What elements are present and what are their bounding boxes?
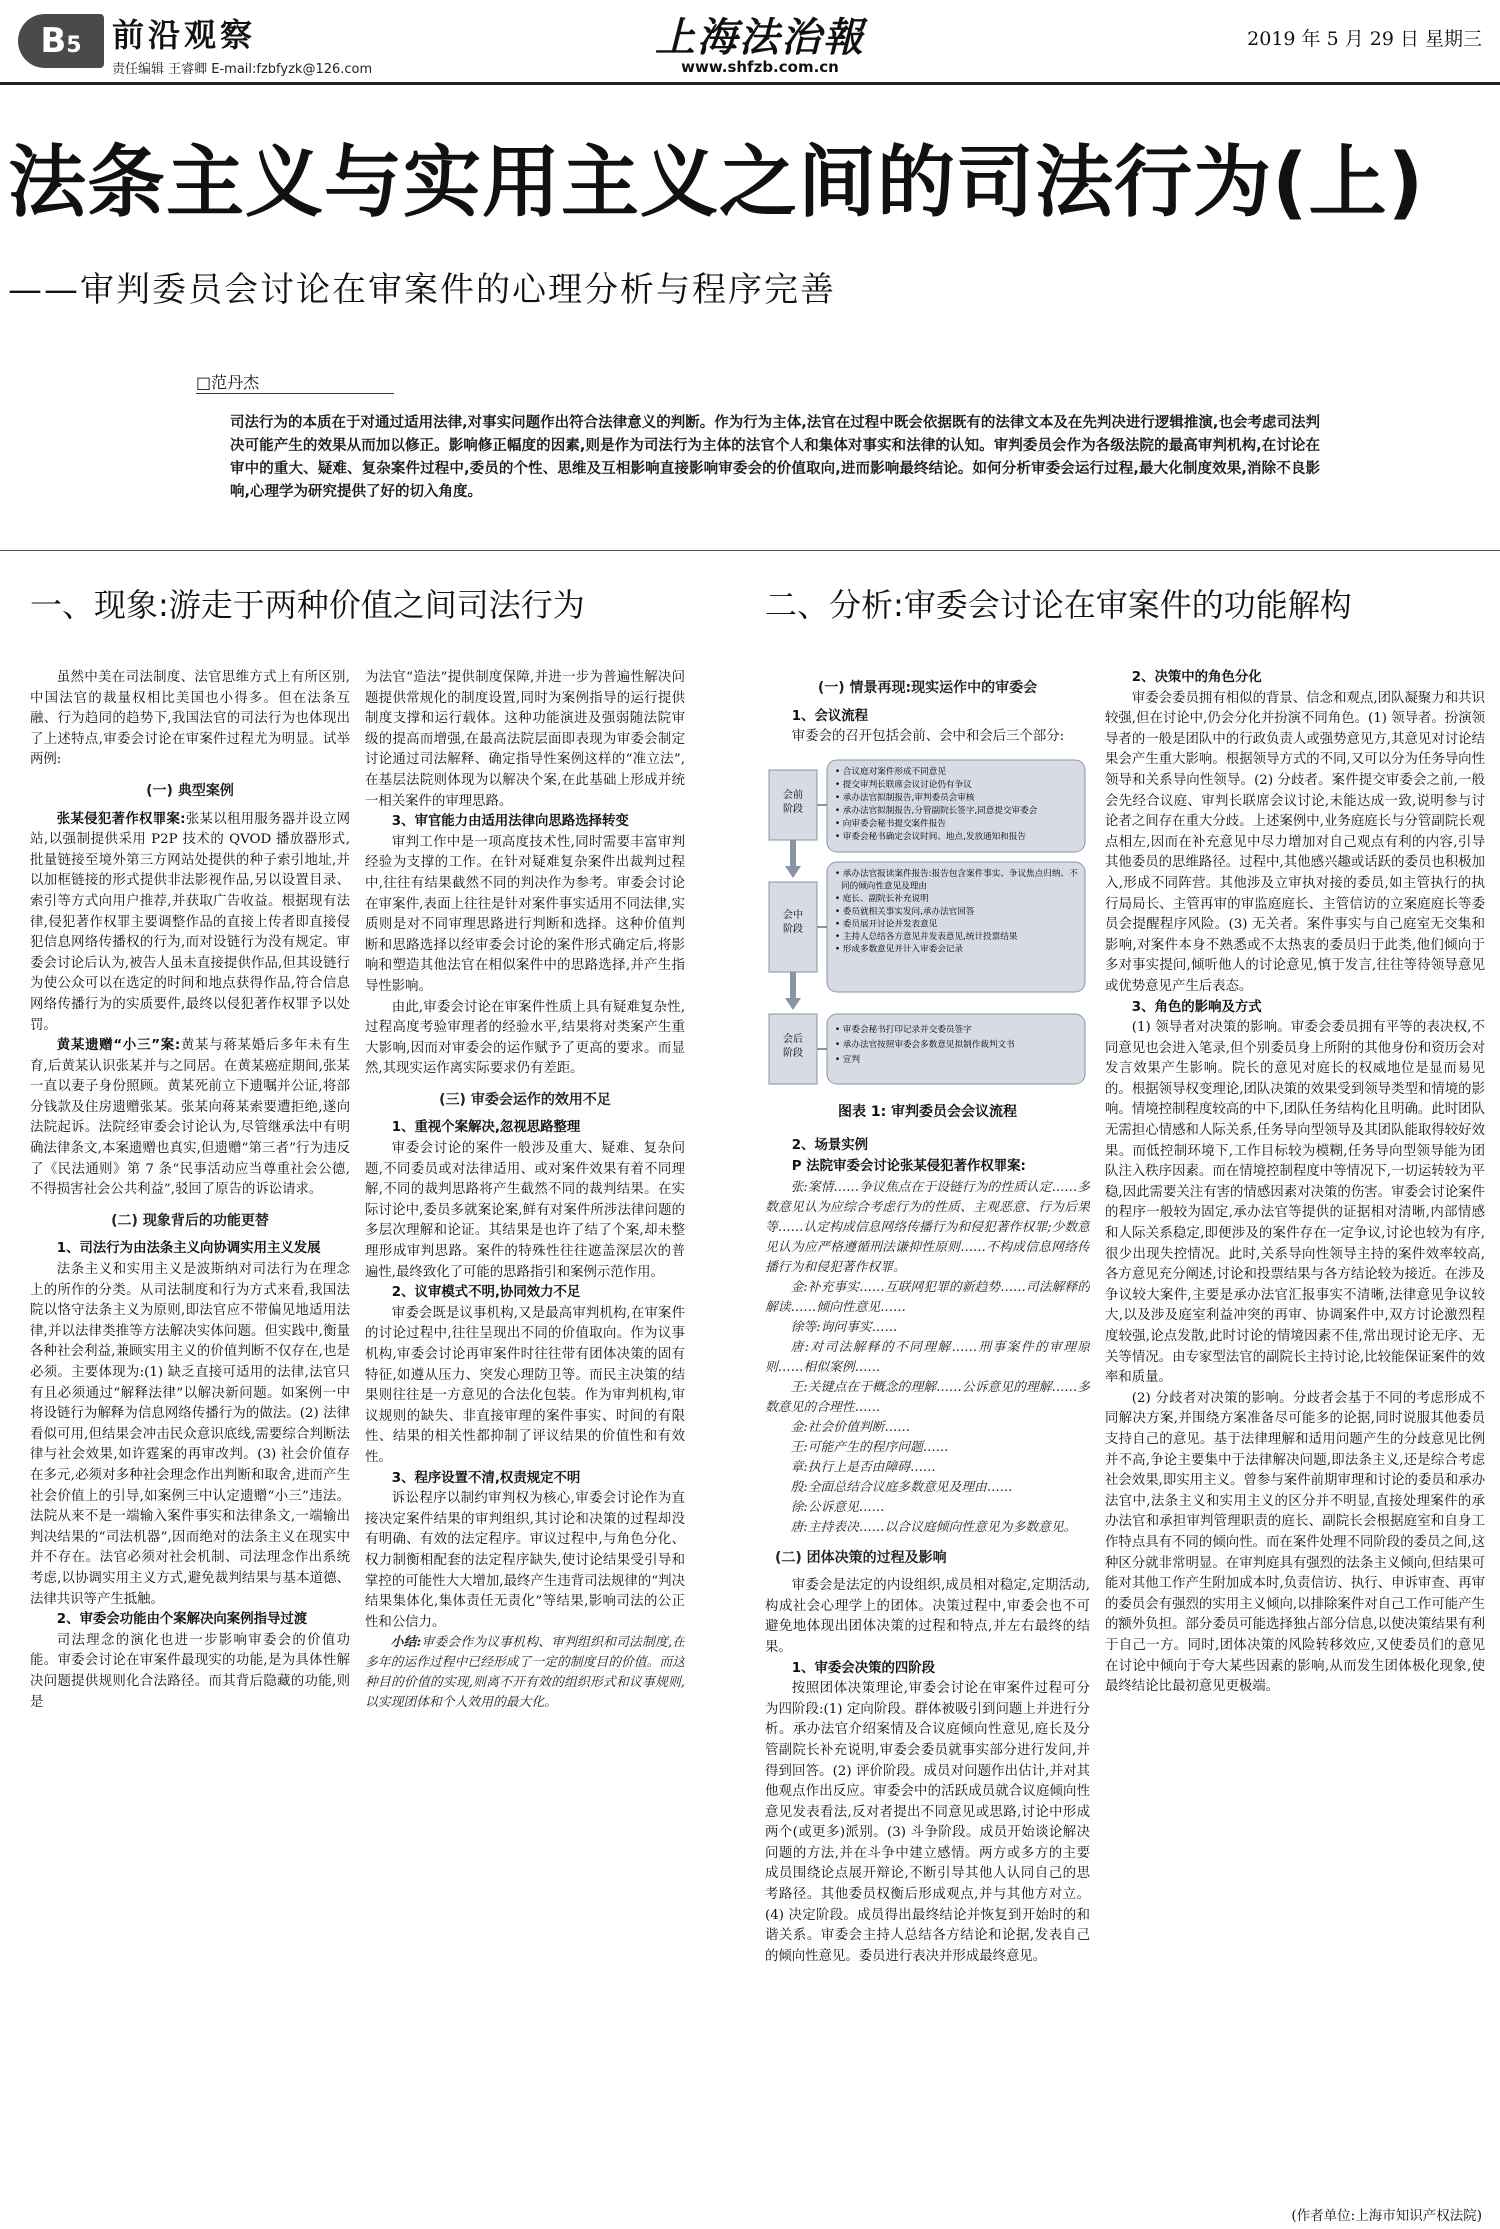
case-text: 张某以租用服务器并设立网站,以强制提供采用 P2P 技术的 QVOD 播放器形式,批量链接至境外第三方网站处提供的种子索引地址,并以加框链接的形式提供非法影视作品,另以设置目录、索引等方式向用户推荐,并获取广告收益。根据现有法律,侵犯著作权罪主要调整作品的直接上传者即直接侵犯信息网络传播权的行为,而对设链行为没有规定。审委会讨论后认为,被告人虽未直接提供作品,但其设链行为使公众可以在选定的时间和地点获得作品,符合信息网络传播行为的实质要件,最终以侵犯著作权罪予以处罚。 bbox=[30, 811, 350, 1033]
case-title: P 法院审委会讨论张某侵犯著作权罪案: bbox=[791, 1158, 1026, 1174]
page-number: 5 bbox=[66, 33, 82, 58]
summary-text: 审委会作为议事机构、审判组织和司法制度,在多年的运作过程中已经形成了一定的制度目的价值。而这种目的价值的实现,则离不开有效的组织形式和议事规则,以实现团体和个人效用的最大化。 bbox=[365, 1635, 685, 1711]
paragraph: (1) 领导者对决策的影响。审委会委员拥有平等的表决权,不同意见也会进入笔录,但个别委员身上所附的其他身份和资历会对发言效果产生影响。院长的意见对庭长的权威地位是显而易见的。根据领导权变理论,团队决策的效果受到领导类型和情境的影响。情境控制程度较高的中下,团队任务结构化且明确。此时团队无需担心情感和人际关系,任务导向型领导及其团队能取得较好效果。而低控制环境下,工作目标较为模糊,任务导向型领导能为团队注入秩序因素。而在情境控制程度中等情况下,一切运转较为平稳,因此需要关注有害的情感因素对决策的伤害。审委会讨论案件的程序一般较为固定,承办法官等提供的证据相对清晰,内部情感和人际关系稳定,即便涉及的案件存在一定争议,讨论也较为有序,很少出现失控情况。此时,关系导向性领导主持的案件效率较高,各方意见充分阐述,讨论和投票结果与各方结论较为接近。在涉及争议较大案件,主要是承办法官汇报事实不清晰,法律意见争议较大,以及涉及庭室利益冲突的再审、协调案件中,双方讨论激烈程度较强,论点发散,此时讨论的情境因素不佳,常出现讨论无序、无关等情况。由专家型法官的副院长主持讨论,比较能保证案件的效率和质量。 bbox=[1105, 1020, 1485, 1386]
subsection-title: (二) 团体决策的过程及影响 bbox=[775, 1549, 947, 1566]
dialog-line: 王:可能产生的程序问题…… bbox=[790, 1439, 949, 1455]
paragraph: 审委会既是议事机构,又是最高审判机构,在审案件的讨论过程中,往往呈现出不同的价值取向。作为议事机构,审委会讨论再审案件时往往带有团体决策的固有特征,如遵从压力、突发心理防卫等。而民主决策的结果则往往是一方意见的合法化包装。作为审判机构,审议规则的缺失、非直接审理的案件事实、时间的有限性、结果的相关性都抑制了评议结果的价值性和有效性。 bbox=[365, 1305, 685, 1465]
column-4 bbox=[1105, 668, 1485, 2228]
point-heading: 3、审官能力由适用法律向思路选择转变 bbox=[391, 814, 629, 830]
case-paragraph bbox=[30, 810, 350, 1037]
stage-label-mid: 会中阶段 bbox=[783, 909, 803, 935]
flow-step: • 审委会秘书打印记录并交委员签字 bbox=[835, 1024, 972, 1035]
point-heading: 1、重视个案解决,忽视思路整理 bbox=[391, 1120, 581, 1136]
flow-step: • 承办法官报读案件报告:报告包含案件事实、争议焦点归纳、不 bbox=[835, 868, 1078, 879]
paragraph: 诉讼程序以制约审判权为核心,审委会讨论作为直接决定案件结果的审判组织,其讨论和决策的过程却没有明确、有效的法定程序。审议过程中,与角色分化、权力制衡相配套的法定程序缺失,使讨论结果受引导和掌控的可能性大大增加,最终产生违背司法规律的“判决结果集体化,集体责任无责化”等结果,影响司法的公正性和公信力。 bbox=[365, 1491, 685, 1630]
point-heading: 2、议审模式不明,协同效力不足 bbox=[391, 1285, 581, 1301]
figure-caption: 图表 1: 审判委员会会议流程 bbox=[837, 1103, 1018, 1120]
flow-step: • 承办法官拟制报告,审判委员会审核 bbox=[835, 792, 975, 803]
dialog-transcript bbox=[765, 1178, 1090, 1538]
arrow-head bbox=[785, 998, 801, 1010]
column-3 bbox=[765, 668, 1090, 2228]
point-heading: 2、决策中的角色分化 bbox=[1131, 670, 1262, 685]
flow-step: • 向审委会秘书提交案件报告 bbox=[835, 818, 946, 829]
issue-date: 2019 年 5 月 29 日 星期三 bbox=[1247, 28, 1482, 50]
point-heading: 3、程序设置不清,权责规定不明 bbox=[391, 1470, 581, 1486]
author-affiliation: (作者单位:上海市知识产权法院) bbox=[1291, 2208, 1482, 2224]
paragraph: 虽然中美在司法制度、法官思维方式上有所区别,中国法官的裁量权相比美国也小得多。但在法条互融、行为趋同的趋势下,我国法官的司法行为也体现出了上述特点,审委会讨论在审案件过程尤为明显。试举两例: bbox=[30, 670, 350, 768]
flow-step: 同的倾向性意见及理由 bbox=[841, 881, 927, 892]
paragraph: 法条主义和实用主义是波斯纳对司法行为在理念上的所作的分类。从司法制度和行为方式来看,我国法院以恪守法条主义为原则,即法官应不带偏见地适用法律,并以法律类推等方法解决实体问题。但实践中,衡量各种社会利益,兼顾实用主义的价值判断不仅存在,也是必须。主要体现为:(1) 缺乏直接可适用的法律,法官只有且必须通过“解释法律”以解决新问题。如案例一中将设链行为解释为信息网络传播行为的做法。(2) 法律看似可用,但结果会冲击民众意识底线,需要综合判断法律与社会效果,如许霆案的再审改判。(3) 社会价值存在多元,必须对多种社会理念作出判断和取舍,进而产生社会价值上的引导,如案例三中认定遗赠“小三”违法。法院从来不是一端输入案件事实和法律条文,一端输出判决结果的“司法机器”,因而绝对的法条主义在现实中并不存在。法官必须对社会机制、司法理念作出系统考虑,以协调实用主义方式,避免裁判结果与基本道德、法律共识等产生抵触。 bbox=[30, 1262, 350, 1607]
paragraph: 审判工作中是一项高度技术性,同时需要丰富审判经验为支撑的工作。在针对疑难复杂案件出裁判过程中,往往有结果截然不同的判决作为参考。审委会讨论在审案件,表面上往往是针对案件事实适用不同法律,实质则是对不同审理思路进行判断和选择。这种价值判断和思路选择以经审委会讨论的案件形式确定后,将影响和塑造其他法官在相似案件中的思路选择,并产生指导性影响。 bbox=[365, 834, 685, 994]
page-badge bbox=[18, 14, 104, 68]
paragraph: 审委会是法定的内设组织,成员相对稳定,定期活动,构成社会心理学上的团体。决策过程中,审委会也不可避免地体现出团体决策的过程和特点,并左右最终的结果。 bbox=[765, 1578, 1090, 1655]
case-label: 黄某遗赠“小三”案: bbox=[56, 1038, 181, 1054]
subsection-title: (一) 情景再现:现实运作中的审委会 bbox=[817, 680, 1038, 696]
dialog-line: 徐等:询问事实…… bbox=[790, 1319, 898, 1335]
meeting-flowchart bbox=[765, 756, 1090, 1096]
point-heading: 2、审委会功能由个案解决向案例指导过渡 bbox=[56, 1612, 308, 1628]
dialog-line: 唐:主持表决……以合议庭倾向性意见为多数意见。 bbox=[790, 1519, 1077, 1535]
abstract: 司法行为的本质在于对通过适用法律,对事实问题作出符合法律意义的判断。作为行为主体,法官在过程中既会依据既有的法律文本及在先判决进行逻辑推演,也会考虑司法判决可能产生的效果从而加以修正。影响修正幅度的因素,则是作为司法行为主体的法官个人和集体对事实和法律的认知。审判委员会作为各级法院的最高审判机构,在讨论在审中的重大、疑难、复杂案件过程中,委员的个性、思维及互相影响直接影响审委会的价值取向,进而影响最终结论。如何分析审委会运行过程,最大化制度效果,消除不良影响,心理学为研究提供了好的切入角度。 bbox=[230, 415, 1320, 500]
paragraph: 审委会委员拥有相似的背景、信念和观点,团队凝聚力和共识较强,但在讨论中,仍会分化并扮演不同角色。(1) 领导者。扮演领导者的一般是团队中的行政负责人或强势意见方,其意见对讨论结果会产生重大影响。根据领导方式的不同,又可以分为任务导向性领导和关系导向性领导。(2) 分歧者。案件提交审委会之前,一般会先经合议庭、审判长联席会议讨论,未能达成一致,说明参与讨论者之间存在重大分歧。上述案例中,业务庭庭长与分管副院长观点相左,因而在补充意见中尽力增加对自己观点有利的内容,引导其他委员的思维路径。过程中,其他感兴趣或话跃的委员也积极加入,形成不同阵营。其他涉及立审执对接的委员,如主管执行的执行局局长、主管再审的审监庭庭长、主管信访的立案庭庭长等委员会提醒程序风险。(3) 无关者。案件事实与自己庭室无交集和影响,对案件本身不熟悉或不太热衷的委员归于此类,他们倾向于多对事实提问,倾听他人的讨论意见,慎于发言,往往等待领导意见或优势意见产生后表态。 bbox=[1105, 690, 1485, 994]
headline: 法条主义与实用主义之间的司法行为(上) bbox=[8, 138, 1425, 228]
column-2 bbox=[365, 668, 685, 2228]
column-1 bbox=[30, 668, 350, 2228]
section-heading-2: 二、分析:审委会讨论在审案件的功能解构 bbox=[765, 586, 1352, 624]
dialog-line: 张:案情……争议焦点在于设链行为的性质认定……多数意见认为应综合考虑行为的性质、主观恶意、行为后果等……认定构成信息网络传播行为和侵犯著作权罪;少数意见认为应严格遵循刑法谦抑性原则……不构成信息网络传播行为和侵犯著作权罪。 bbox=[765, 1179, 1090, 1275]
case-label: 张某侵犯著作权罪案: bbox=[56, 811, 186, 827]
section-divider bbox=[0, 550, 1500, 551]
stage-label-post: 会后阶段 bbox=[783, 1033, 803, 1059]
masthead bbox=[0, 0, 1500, 86]
dialog-line: 王:关键点在于概念的理解……公诉意见的理解……多数意见的合理性…… bbox=[765, 1379, 1090, 1415]
paragraph: 由此,审委会讨论在审案件性质上具有疑难复杂性,过程高度考验审理者的经验水平,结果将对类案产生重大影响,因而对审委会的运作赋予了更高的要求。而显然,其现实运作离实际要求仍有差距。 bbox=[365, 999, 685, 1077]
flow-step: • 庭长、副院长补充说明 bbox=[835, 893, 929, 904]
section-heading-1: 一、现象:游走于两种价值之间司法行为 bbox=[30, 586, 585, 624]
point-heading: 1、审委会决策的四阶段 bbox=[791, 1660, 936, 1676]
summary-label: 小结: bbox=[390, 1635, 422, 1651]
subsection-title: (二) 现象背后的功能更替 bbox=[111, 1212, 269, 1229]
arrow-head bbox=[785, 866, 801, 878]
page-letter: B bbox=[40, 21, 67, 61]
point-heading: 1、司法行为由法条主义向协调实用主义发展 bbox=[56, 1241, 321, 1257]
flowchart-svg bbox=[765, 756, 1090, 1096]
dialog-line: 唐:对司法解释的不同理解……刑事案件的审理原则……相似案例…… bbox=[765, 1339, 1090, 1375]
dialog-line: 金:社会价值判断…… bbox=[790, 1419, 911, 1435]
author-byline: □范丹杰 bbox=[196, 373, 260, 392]
summary bbox=[365, 1633, 685, 1713]
point-heading: 1、会议流程 bbox=[791, 708, 869, 724]
case-paragraph bbox=[30, 1036, 350, 1201]
flow-step: • 形成多数意见并计入审委会记录 bbox=[835, 944, 964, 955]
flow-step: • 提交审判长联席会议讨论仍有争议 bbox=[835, 779, 972, 790]
dialog-line: 殷:全面总结合议庭多数意见及理由…… bbox=[790, 1479, 1013, 1495]
masthead-rule bbox=[0, 82, 1500, 85]
stage-label-pre: 会前阶段 bbox=[783, 789, 803, 815]
flow-step: • 承办法官拟制报告,分管副院长签字,同意提交审委会 bbox=[835, 805, 1038, 816]
paper-url: www.shfzb.com.cn bbox=[681, 58, 839, 76]
subsection-title: (一) 典型案例 bbox=[146, 782, 234, 799]
paragraph: (2) 分歧者对决策的影响。分歧者会基于不同的考虑形成不同解决方案,并围绕方案准备尽可能多的论据,同时说服其他委员支持自己的意见。基于法律理解和适用问题产生的分歧意见比例并不高,争论主要集中于法律解决问题,即法条主义,还是综合考虑社会效果,即实用主义。曾参与案件前期审理和讨论的委员和承办法官中,法条主义和实用主义的区分并不明显,直接处理案件的承办法官和承担审判管理职责的庭长、副院长会根据庭室和自身工作特点具有不同的倾向性。而在案件处理不同阶段的委员之间,这种区分就非常明显。在审判庭具有强烈的法条主义倾向,但结果可能对其他工作产生附加成本时,负责信访、执行、申诉审查、再审的委员会有强烈的实用主义倾向,以排除案件对自己工作可能产生的额外负担。部分委员可能选择独占部分信息,以使决策结果有利于自己一方。同时,团体决策的风险转移效应,又使委员们的意见在讨论中倾向于夸大某些因素的影响,从而发生团体极化现象,使最终结论比最初意见更极端。 bbox=[1105, 1390, 1485, 1695]
flow-step: • 主持人总结各方意见并发表意见,统计投票结果 bbox=[835, 931, 1018, 942]
paragraph: 审委会讨论的案件一般涉及重大、疑难、复杂问题,不同委员或对法律适用、或对案件效果有着不同理解,不同的裁判思路将产生截然不同的裁判结果。在实际讨论中,委员多就案论案,鲜有对案件所涉法律问题的多层次理解和论证。其结果是也许了结了个案,却未整理形成审判思路。案件的特殊性往往遮盖深层次的普遍性,最终致化了可能的思路指引和案例示范作用。 bbox=[365, 1141, 685, 1280]
paragraph: 审委会的召开包括会前、会中和会后三个部分: bbox=[791, 729, 1065, 745]
dialog-line: 徐:公诉意见…… bbox=[790, 1499, 885, 1515]
paragraph: 司法理念的演化也进一步影响审委会的价值功能。审委会讨论在审案件最现实的功能,是为具体性解决问题提供规则化合法路径。而其背后隐藏的功能,则是 bbox=[30, 1632, 350, 1710]
point-heading: 3、角色的影响及方式 bbox=[1131, 999, 1262, 1015]
paragraph: 按照团体决策理论,审委会讨论在审案件过程可分为四阶段:(1) 定向阶段。群体被吸引到问题上并进行分析。承办法官介绍案情及合议庭倾向性意见,庭长及分管副院长补充说明,审委会委员就事实部分进行发问,并得到回答。(2) 评价阶段。成员对问题作出估计,并对其他观点作出反应。审委会中的活跃成员就合议庭倾向性意见发表看法,反对者提出不同意见或思路,讨论中形成两个(或更多)派别。(3) 斗争阶段。成员开始谈论解决问题的方法,并在斗争中建立感情。两方或多方的主要成员围绕论点展开辩论,不断引导其他人认同自己的思考路径。其他委员权衡后形成观点,并与其他方对立。(4) 决定阶段。成员得出最终结论并恢复到开始时的和谐关系。审委会主持人总结各方结论和论据,发表自己的倾向性意见。委员进行表决并形成最终意见。 bbox=[765, 1681, 1090, 1964]
flow-step: • 承办法官按照审委会多数意见拟制作裁判文书 bbox=[835, 1039, 1015, 1050]
flow-step: • 委员就相关事实发问,承办法官回答 bbox=[835, 906, 975, 917]
flow-step: • 宣判 bbox=[835, 1054, 860, 1065]
subsection-title: (三) 审委会运作的效用不足 bbox=[439, 1091, 611, 1108]
editor-line: 责任编辑 王睿卿 E-mail:fzbfyzk@126.com bbox=[112, 62, 373, 77]
subheadline: ——审判委员会讨论在审案件的心理分析与程序完善 bbox=[8, 270, 836, 310]
paper-logo: 上海法治報 bbox=[655, 14, 865, 61]
paragraph: 为法官“造法”提供制度保障,并进一步为普遍性解决问题提供常规化的制度设置,同时为案例指导的运行提供制度支撑和运行载体。这种功能演进及强弱随法院审级的提高而增强,在最高法院层面即表现为审委会制定讨论通过司法解释、确定指导性案例这样的“准立法”,在基层法院则体现为以解决个案,在此基础上形成并统一相关案件的审理思路。 bbox=[365, 670, 685, 809]
point-heading: 2、场景实例 bbox=[791, 1138, 869, 1154]
flow-step: • 合议庭对案件形成不同意见 bbox=[835, 766, 946, 777]
section-name: 前沿观察 bbox=[112, 16, 257, 54]
author-rule bbox=[196, 393, 394, 394]
dialog-line: 金:补充事实……互联网犯罪的新趋势……司法解释的解读……倾向性意见…… bbox=[765, 1279, 1090, 1315]
flow-step: • 委员展开讨论并发表意见 bbox=[835, 919, 938, 930]
case-text: 黄某与蒋某婚后多年未有生育,后黄某认识张某并与之同居。在黄某癌症期间,张某一直以妻子身份照顾。黄某死前立下遗嘱并公证,将部分钱款及住房遗赠张某。张某向蒋某索要遭拒绝,遂向法院起诉。法院经审委会讨论认为,尽管继承法中有明确法律条文,本案遗赠也真实,但遗赠“第三者”行为违反了《民法通则》第 7 条“民事活动应当尊重社会公德,不得损害社会公共利益”,驳回了原告的诉讼请求。 bbox=[30, 1038, 350, 1198]
flow-step: • 审委会秘书确定会议时间、地点,发放通知和报告 bbox=[835, 831, 1027, 842]
dialog-line: 章:执行上是否由障碍…… bbox=[790, 1459, 936, 1475]
